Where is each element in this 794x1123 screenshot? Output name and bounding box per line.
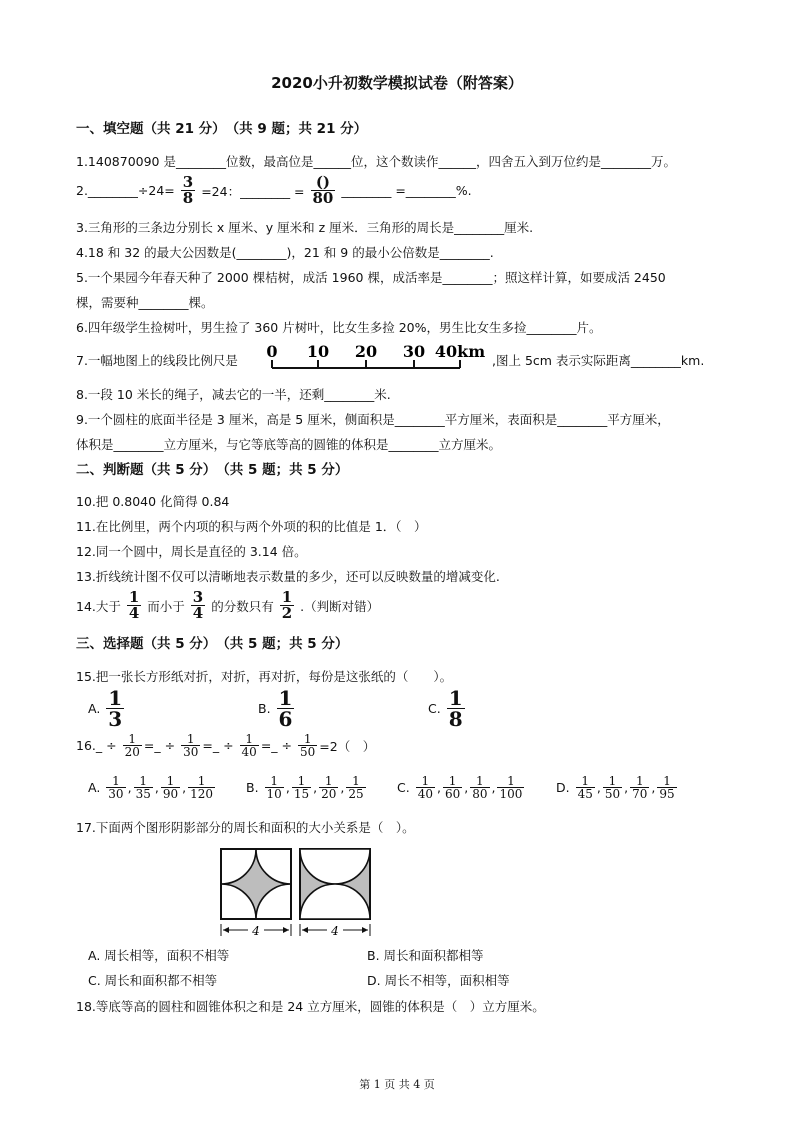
- q2-f2-num: (): [311, 175, 336, 191]
- denominator: 90: [162, 787, 179, 801]
- option-fraction: [277, 688, 295, 729]
- scale-label-30: 30: [402, 343, 426, 361]
- option-fraction: [576, 775, 595, 800]
- figure-1-dimension: 4: [252, 924, 260, 938]
- comma: ,: [127, 780, 132, 795]
- blank: _: [271, 738, 278, 753]
- equals: =: [202, 738, 213, 753]
- denominator: 80: [472, 787, 488, 801]
- section-heading-fill-blank: 一、填空题（共 21 分） （共 9 题；共 21 分）: [76, 121, 368, 137]
- question-7-suffix: ,图上 5cm 表示实际距离________km.: [492, 353, 705, 368]
- option-fraction: [319, 775, 338, 800]
- scale-label-10: 10: [306, 343, 330, 361]
- q14-fraction-3: [280, 590, 294, 621]
- numerator: 1: [240, 733, 259, 746]
- q2-part1: 2.________÷24=: [76, 183, 175, 198]
- question-4: 4.18 和 32 的最大公因数是(________)，21 和 9 的最小公倍数是________.: [76, 245, 494, 260]
- option-fraction: [443, 775, 462, 800]
- q14-f1-den: 4: [128, 604, 140, 622]
- question-14: [76, 590, 379, 621]
- comma: ,: [596, 780, 601, 795]
- question-3: 3.三角形的三条边分别长 x 厘米、y 厘米和 z 厘米．三角形的周长是________厘米.: [76, 220, 534, 235]
- denominator: 30: [183, 745, 199, 759]
- comma: ,: [491, 780, 496, 795]
- question-15: 15.把一张长方形纸对折，对折，再对折，每份是这张纸的（ ）。: [76, 669, 453, 684]
- q2-fraction-2: [311, 175, 336, 206]
- numerator: 1: [416, 775, 435, 788]
- question-13: 13.折线统计图不仅可以清晰地表示数量的多少，还可以反映数量的增减变化.: [76, 569, 500, 584]
- question-5-line2: 棵，需要种________棵。: [76, 295, 214, 310]
- page-title: 2020小升初数学模拟试卷（附答案）: [271, 74, 523, 92]
- option-fraction: [346, 775, 365, 800]
- q15-option-a[interactable]: [88, 688, 126, 729]
- q14-fraction-1: [127, 590, 141, 621]
- option-fraction: [630, 775, 649, 800]
- option-fraction: [106, 775, 125, 800]
- denominator: 40: [241, 745, 257, 759]
- numerator: 1: [108, 686, 123, 710]
- q17-figures: [218, 846, 378, 938]
- q14-part4: .（判断对错）: [300, 598, 380, 614]
- denominator: 60: [444, 787, 461, 801]
- option-label: A.: [88, 701, 101, 716]
- question-7-prefix: 7.一幅地图上的线段比例尺是: [76, 353, 238, 368]
- numerator: 1: [106, 775, 125, 788]
- scale-label-0: 0: [266, 343, 278, 361]
- denominator: 8: [448, 707, 463, 731]
- denominator: 20: [321, 787, 337, 801]
- denominator: 120: [190, 787, 213, 801]
- q16-option-a[interactable]: [88, 775, 217, 800]
- denominator: 20: [124, 745, 140, 759]
- option-fraction: [134, 775, 153, 800]
- option-label: C.: [428, 701, 441, 716]
- q14-f3-num: 1: [281, 588, 293, 606]
- numerator: 1: [123, 733, 142, 746]
- equals: =: [143, 738, 155, 753]
- q17-option-c[interactable]: C. 周长和面积都不相等: [88, 973, 218, 988]
- denominator: 70: [632, 787, 648, 801]
- q15-option-b[interactable]: [258, 688, 296, 729]
- question-6: 6.四年级学生捡树叶，男生捡了 360 片树叶，比女生多捡 20%，男生比女生多捡________片。: [76, 320, 602, 335]
- q16-option-b[interactable]: [246, 775, 368, 800]
- q14-f2-num: 3: [192, 588, 204, 606]
- denominator: 6: [278, 707, 293, 731]
- q17-option-a[interactable]: A. 周长相等，面积不相等: [88, 948, 230, 963]
- option-label: B.: [246, 780, 259, 795]
- option-label: C.: [397, 780, 410, 795]
- q16-tail: =2（ ）: [319, 738, 376, 754]
- numerator: 1: [576, 775, 595, 788]
- q14-f1-num: 1: [128, 588, 140, 606]
- q2-f1-den: 8: [182, 189, 194, 207]
- question-10: 10.把 0.8040 化简得 0.84: [76, 494, 230, 509]
- option-fraction: [657, 775, 676, 800]
- numerator: 1: [134, 775, 153, 788]
- numerator: 1: [497, 775, 524, 788]
- q14-part2: 而小于: [147, 598, 185, 614]
- denominator: 45: [577, 787, 593, 801]
- q16-prefix: 16.: [76, 738, 96, 753]
- question-2: [76, 175, 472, 206]
- q17-option-b[interactable]: B. 周长和面积都相等: [367, 948, 484, 963]
- question-16: [76, 733, 375, 758]
- q16-fraction: [181, 733, 200, 758]
- q2-fraction-1: [181, 175, 195, 206]
- scale-label-40km: 40km: [434, 343, 486, 361]
- divide-sign: ÷: [223, 738, 234, 753]
- divide-sign: ÷: [106, 738, 117, 753]
- option-fraction: [447, 688, 465, 729]
- option-label: A.: [88, 780, 101, 795]
- comma: ,: [436, 780, 441, 795]
- numerator: 1: [470, 775, 489, 788]
- numerator: 1: [292, 775, 311, 788]
- q16-fraction: [298, 733, 317, 758]
- q14-f2-den: 4: [192, 604, 204, 622]
- section-heading-multiple-choice: 三、选择题（共 5 分） （共 5 题；共 5 分）: [76, 636, 349, 652]
- question-8: 8.一段 10 米长的绳子，减去它的一半，还剩________米.: [76, 387, 391, 402]
- q16-fraction: [240, 733, 259, 758]
- numerator: 1: [161, 775, 180, 788]
- comma: ,: [313, 780, 318, 795]
- question-9-line1: 9.一个圆柱的底面半径是 3 厘米，高是 5 厘米，侧面积是________平方厘米，表面积是________平方厘米，: [76, 412, 670, 427]
- numerator: 1: [298, 733, 317, 746]
- question-18: 18.等底等高的圆柱和圆锥体积之和是 24 立方厘米，圆锥的体积是（ ）立方厘米。: [76, 999, 545, 1014]
- comma: ,: [182, 780, 187, 795]
- numerator: 1: [630, 775, 649, 788]
- page-footer: 第 1 页 共 4 页: [359, 1078, 435, 1091]
- denominator: 25: [348, 787, 364, 801]
- numerator: 1: [657, 775, 676, 788]
- scale-bar: [264, 343, 494, 373]
- q2-part2: =24：________ =: [201, 183, 305, 199]
- comma: ,: [464, 780, 469, 795]
- numerator: 1: [181, 733, 200, 746]
- comma: ,: [340, 780, 345, 795]
- option-label: B.: [258, 701, 271, 716]
- numerator: 1: [265, 775, 284, 788]
- q14-part3: 的分数只有: [211, 598, 274, 614]
- question-1: 1.140870090 是________位数，最高位是______位，这个数读作______，四舍五入到万位约是________万。: [76, 154, 676, 169]
- question-5-line1: 5.一个果园今年春天种了 2000 棵桔树，成活 1960 棵，成活率是________；照这样计算，如要成活 2450: [76, 270, 666, 285]
- option-fraction: [603, 775, 622, 800]
- option-label: D.: [556, 780, 570, 795]
- option-fraction: [106, 688, 124, 729]
- denominator: 15: [293, 787, 310, 801]
- scale-label-20: 20: [354, 343, 378, 361]
- denominator: 35: [135, 787, 151, 801]
- denominator: 95: [659, 787, 675, 801]
- numerator: 1: [603, 775, 622, 788]
- question-9-line2: 体积是________立方厘米，与它等底等高的圆锥的体积是________立方厘米。: [76, 437, 502, 452]
- equals: =: [260, 738, 272, 753]
- option-fraction: [161, 775, 180, 800]
- option-fraction: [470, 775, 489, 800]
- divide-sign: ÷: [164, 738, 176, 753]
- q16-option-d[interactable]: [556, 775, 679, 800]
- option-fraction: [292, 775, 311, 800]
- comma: ,: [624, 780, 629, 795]
- option-fraction: [188, 775, 215, 800]
- comma: ,: [285, 780, 290, 795]
- q2-part3: ________ =________%.: [341, 183, 472, 198]
- q15-option-c[interactable]: [428, 688, 467, 729]
- q17-option-d[interactable]: D. 周长不相等，面积相等: [367, 973, 510, 988]
- q2-f2-den: 80: [312, 189, 334, 207]
- question-12: 12.同一个圆中，周长是直径的 3.14 倍。: [76, 544, 307, 559]
- option-fraction: [265, 775, 284, 800]
- comma: ,: [651, 780, 656, 795]
- denominator: 10: [266, 787, 282, 801]
- denominator: 50: [604, 787, 621, 801]
- question-17: 17.下面两个图形阴影部分的周长和面积的大小关系是（ ）。: [76, 820, 415, 835]
- numerator: 1: [188, 775, 215, 788]
- numerator: 1: [443, 775, 462, 788]
- q14-f3-den: 2: [281, 604, 293, 622]
- denominator: 50: [300, 745, 316, 759]
- option-fraction: [497, 775, 524, 800]
- figure-2-dimension: 4: [331, 924, 339, 938]
- question-11: 11.在比例里，两个内项的积与两个外项的积的比值是 1．（ ）: [76, 519, 427, 534]
- numerator: 1: [278, 686, 293, 710]
- section-heading-true-false: 二、判断题（共 5 分） （共 5 题；共 5 分）: [76, 462, 349, 478]
- numerator: 1: [346, 775, 365, 788]
- numerator: 1: [448, 686, 463, 710]
- denominator: 30: [108, 787, 124, 801]
- blank: _: [154, 738, 161, 753]
- denominator: 40: [417, 787, 433, 801]
- numerator: 1: [319, 775, 338, 788]
- q16-option-c[interactable]: [397, 775, 526, 800]
- denominator: 100: [499, 787, 523, 801]
- option-fraction: [416, 775, 435, 800]
- q14-fraction-2: [191, 590, 205, 621]
- comma: ,: [154, 780, 159, 795]
- denominator: 3: [108, 707, 123, 731]
- blank: _: [95, 738, 103, 753]
- divide-sign: ÷: [281, 738, 293, 753]
- q2-f1-num: 3: [182, 173, 194, 191]
- q14-part1: 14.大于: [76, 598, 121, 614]
- blank: _: [212, 738, 220, 753]
- q16-fraction: [123, 733, 142, 758]
